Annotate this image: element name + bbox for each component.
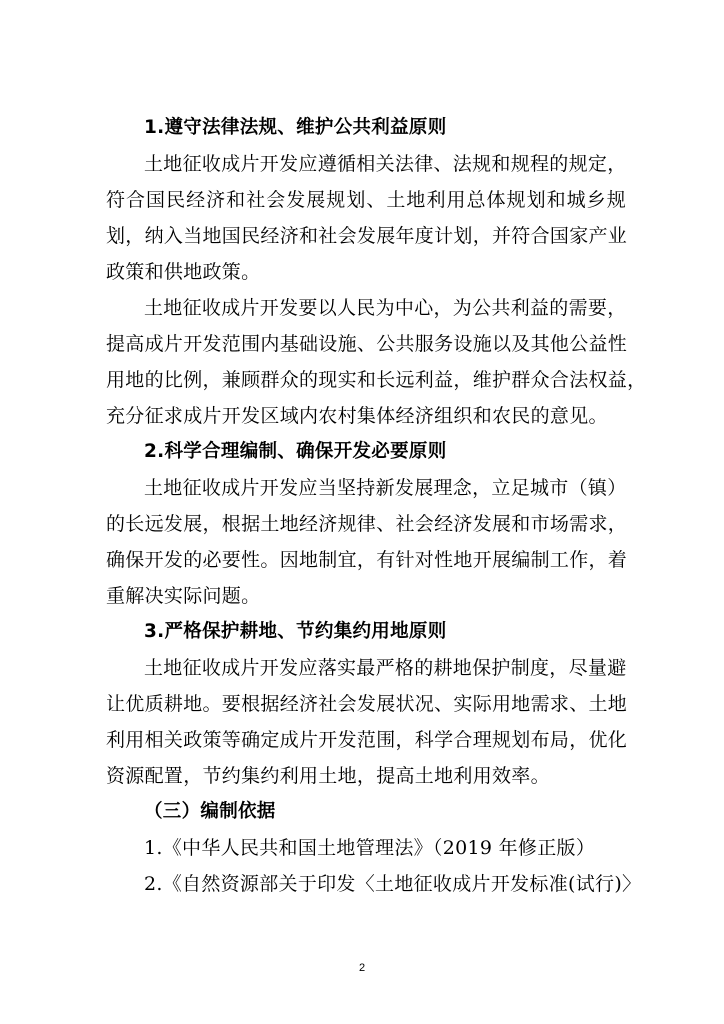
paragraph-line: 土地征收成片开发应当坚持新发展理念，立足城市（镇） [144, 477, 627, 499]
paragraph-line: 土地征收成片开发要以人民为中心，为公共利益的需要， [144, 297, 627, 319]
paragraph-line: 土地征收成片开发应落实最严格的耕地保护制度，尽量避 [144, 657, 627, 679]
paragraph-line: 符合国民经济和社会发展规划、土地利用总体规划和城乡规 [106, 189, 626, 211]
paragraph-line: 划，纳入当地国民经济和社会发展年度计划，并符合国家产业 [106, 225, 628, 247]
section-heading-3: 3.严格保护耕地、节约集约用地原则 [144, 621, 447, 642]
paragraph-line: 土地征收成片开发应遵循相关法律、法规和规程的规定， [144, 153, 627, 175]
paragraph-line: 提高成片开发范围内基础设施、公共服务设施以及其他公益性 [106, 333, 628, 355]
paragraph-line: 资源配置，节约集约利用土地，提高土地利用效率。 [106, 765, 550, 787]
paragraph-line: 充分征求成片开发区域内农村集体经济组织和农民的意见。 [106, 405, 608, 427]
section-heading-1: 1.遵守法律法规、维护公共利益原则 [144, 117, 447, 138]
document-body [106, 110, 647, 902]
paragraph-line: 让优质耕地。要根据经济社会发展状况、实际用地需求、土地 [106, 693, 628, 715]
paragraph-line: 确保开发的必要性。因地制宜，有针对性地开展编制工作，着 [106, 549, 628, 571]
paragraph-line: 的长远发展，根据土地经济规律、社会经济发展和市场需求， [106, 513, 628, 535]
section-heading-2: 2.科学合理编制、确保开发必要原则 [144, 441, 447, 462]
paragraph-line: 用地的比例，兼顾群众的现实和长远利益，维护群众合法权益， [106, 369, 647, 391]
paragraph-line: 重解决实际问题。 [106, 585, 261, 607]
basis-heading: （三）编制依据 [144, 801, 276, 822]
page-number: 2 [358, 962, 366, 974]
basis-item: 1.《中华人民共和国土地管理法》（2019 年修正版） [144, 837, 596, 859]
paragraph-line: 政策和供地政策。 [106, 261, 261, 283]
basis-item: 2.《自然资源部关于印发〈土地征收成片开发标准(试行)〉 [144, 873, 642, 895]
paragraph-line: 利用相关政策等确定成片开发范围，科学合理规划布局，优化 [106, 729, 628, 751]
